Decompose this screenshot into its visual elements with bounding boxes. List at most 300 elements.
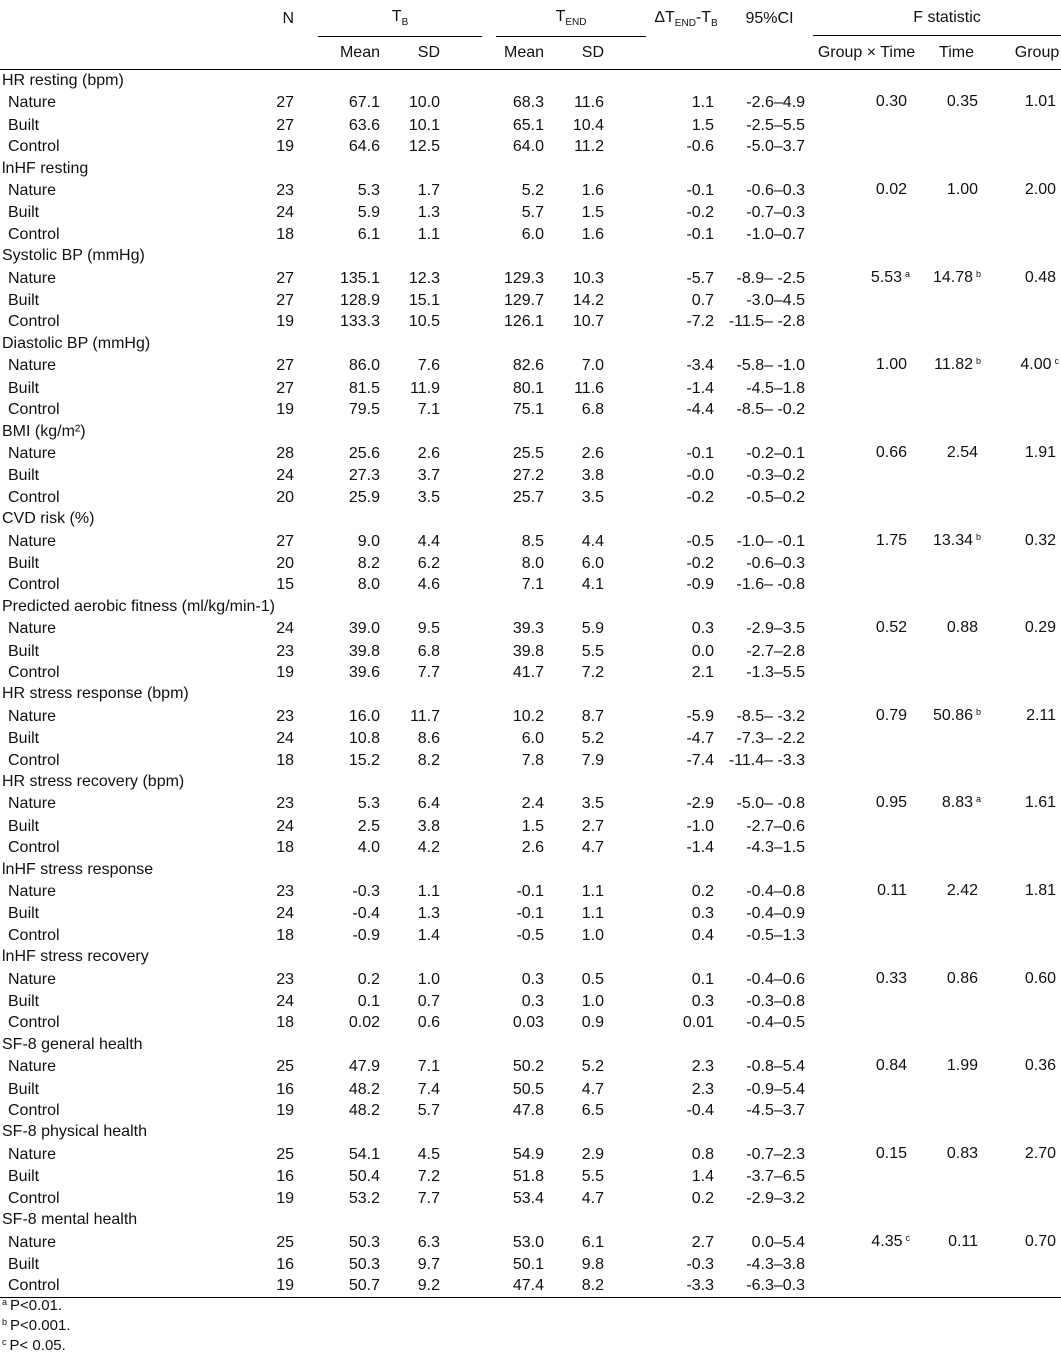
tb-mean: 50.7 xyxy=(318,1275,400,1297)
delta-value: 0.2 xyxy=(691,883,715,901)
tend-sd: 6.0 xyxy=(581,554,605,572)
tb-sd: 11.9 xyxy=(410,379,441,397)
ci-value: -1.0–0.7 xyxy=(746,225,806,243)
tb-sd: 2.6 xyxy=(417,444,441,462)
group-name: Built xyxy=(8,993,40,1011)
f-group: 0.32 xyxy=(1024,531,1057,549)
n-value: 20 xyxy=(276,488,294,506)
tb-mean: 135.1 xyxy=(339,269,380,287)
delta-value: -0.4 xyxy=(686,1102,715,1120)
tend-sd: 2.9 xyxy=(581,1145,605,1163)
group-name: Built xyxy=(8,1080,40,1098)
delta-value: 0.3 xyxy=(691,620,715,638)
delta-value: -0.3 xyxy=(686,1255,715,1273)
table-row xyxy=(0,1055,1061,1078)
f-group: 0.70 xyxy=(1024,1232,1057,1250)
tend-mean: 54.9 xyxy=(512,1145,545,1163)
tb-mean: 0.1 xyxy=(357,993,380,1011)
table-row xyxy=(0,728,1061,749)
delta-value: -5.9 xyxy=(686,707,715,725)
group-name: Nature xyxy=(8,795,57,813)
table-row xyxy=(0,179,1061,202)
table-row xyxy=(0,925,1061,946)
delta-value: -2.9 xyxy=(686,795,715,813)
group-name: Nature xyxy=(8,970,57,988)
tb-mean: -0.9 xyxy=(352,926,380,944)
table-row xyxy=(0,1100,1061,1121)
tend-mean: 47.4 xyxy=(482,1275,564,1297)
ci-value: -0.4–0.8 xyxy=(746,883,806,901)
tb-mean: 64.6 xyxy=(348,138,380,156)
tend-sd: 10.7 xyxy=(572,313,605,331)
tb-mean: 5.3 xyxy=(357,795,380,813)
tb-sd: 7.7 xyxy=(417,1189,441,1207)
tb-sd: 4.6 xyxy=(417,576,441,594)
ci-value: -3.7–6.5 xyxy=(746,1168,806,1186)
ci-value: -11.5– -2.8 xyxy=(728,313,806,331)
group-name: Control xyxy=(8,225,60,243)
group-name: Control xyxy=(8,401,60,419)
tb-sd: 6.4 xyxy=(417,795,441,813)
n-value: 16 xyxy=(276,1080,294,1098)
group-name: Nature xyxy=(8,1145,57,1163)
table-row xyxy=(0,1188,1061,1209)
ci-value: -5.0– -0.8 xyxy=(736,795,806,813)
ci-value: -4.3–3.8 xyxy=(746,1255,806,1273)
tend-sd: 1.0 xyxy=(581,993,605,1011)
f-time: 0.35 xyxy=(946,93,979,111)
tend-sd: 1.6 xyxy=(581,225,605,243)
tb-mean: 50.3 xyxy=(348,1255,380,1273)
f-group-time: 0.15 xyxy=(875,1144,908,1162)
group-name: Control xyxy=(8,138,60,156)
f-group-time: 1.00 xyxy=(875,356,908,374)
measure-heading-row xyxy=(0,859,1061,880)
table-body xyxy=(0,70,1061,1298)
delta-value: -0.1 xyxy=(686,182,715,200)
n-value: 27 xyxy=(276,292,294,310)
ci-value: -2.9–3.5 xyxy=(746,620,806,638)
group-name: Control xyxy=(8,1102,60,1120)
f-time: 1.99 xyxy=(946,1057,979,1075)
tend-mean: 6.0 xyxy=(521,225,545,243)
significance-mark: a xyxy=(976,794,982,805)
table-row xyxy=(0,1231,1061,1254)
tend-sd: 2.7 xyxy=(581,817,605,835)
header-tb-sd: SD xyxy=(400,37,482,70)
ci-value: -0.5–0.2 xyxy=(746,488,806,506)
ci-value: -8.5– -3.2 xyxy=(736,707,806,725)
group-name: Nature xyxy=(8,357,57,375)
tend-sd: 1.6 xyxy=(581,182,605,200)
table-row xyxy=(0,903,1061,924)
footnote: $^b$ P<0.001. xyxy=(2,1317,71,1334)
tend-sd: 5.2 xyxy=(581,1058,605,1076)
ci-value: -4.3–1.5 xyxy=(746,839,806,857)
measure-heading-row xyxy=(0,245,1061,266)
delta-value: -0.2 xyxy=(686,554,715,572)
tb-mean: 48.2 xyxy=(348,1102,380,1120)
tend-mean: 6.0 xyxy=(521,730,545,748)
header-time: Time xyxy=(920,37,993,70)
ci-value: -6.3–0.3 xyxy=(726,1275,813,1297)
tend-sd: 7.2 xyxy=(581,663,605,681)
measure-heading-row xyxy=(0,683,1061,704)
tb-sd: 10.1 xyxy=(408,116,441,134)
table-row xyxy=(0,136,1061,157)
delta-value: 1.1 xyxy=(691,94,715,112)
tend-sd: 3.5 xyxy=(581,488,605,506)
tb-mean: 50.4 xyxy=(348,1168,380,1186)
ci-value: -0.8–5.4 xyxy=(746,1058,806,1076)
tend-sd: 5.9 xyxy=(581,620,605,638)
tend-sd: 4.1 xyxy=(581,576,605,594)
delta-value: -7.2 xyxy=(686,313,715,331)
ci-value: -1.3–5.5 xyxy=(746,663,806,681)
group-name: Control xyxy=(8,313,60,331)
ci-value: -5.0–3.7 xyxy=(746,138,806,156)
tb-sd: 15.1 xyxy=(408,292,441,310)
tb-sd: 3.8 xyxy=(417,817,441,835)
delta-value: -0.0 xyxy=(686,467,715,485)
table-row xyxy=(0,837,1061,858)
tb-sd: 7.4 xyxy=(417,1080,441,1098)
measure-heading-row xyxy=(0,946,1061,967)
group-name: Built xyxy=(8,817,40,835)
tend-mean: 5.7 xyxy=(521,204,545,222)
n-value: 27 xyxy=(276,116,294,134)
tend-mean: 39.3 xyxy=(512,620,545,638)
ci-value: -1.0– -0.1 xyxy=(736,532,806,550)
measure-label: BMI (kg/m²) xyxy=(2,422,86,440)
f-group: 2.00 xyxy=(1024,181,1057,199)
measure-label: Diastolic BP (mmHg) xyxy=(2,334,151,352)
group-name: Built xyxy=(8,116,40,134)
n-value: 27 xyxy=(276,357,294,375)
n-value: 18 xyxy=(276,839,294,857)
tend-mean: 25.7 xyxy=(512,488,545,506)
f-group: 2.70 xyxy=(1024,1144,1057,1162)
ci-value: -0.6–0.3 xyxy=(746,554,806,572)
tb-sd: 7.1 xyxy=(417,401,441,419)
measure-label: HR stress response (bpm) xyxy=(2,685,189,703)
table-row xyxy=(0,1012,1061,1033)
f-group-time: 5.53 $^a$ xyxy=(870,268,911,286)
significance-mark: b xyxy=(976,531,982,542)
group-name: Nature xyxy=(8,94,57,112)
tend-sd: 4.7 xyxy=(581,1080,605,1098)
f-time: 0.88 xyxy=(946,619,979,637)
tend-sd: 1.0 xyxy=(581,926,605,944)
f-group-time: 0.79 xyxy=(875,706,908,724)
tend-sd: 1.5 xyxy=(581,204,605,222)
tend-mean: 47.8 xyxy=(512,1102,545,1120)
tend-mean: 64.0 xyxy=(512,138,545,156)
tend-mean: 82.6 xyxy=(512,357,545,375)
tb-sd: 1.1 xyxy=(417,225,441,243)
tb-mean: 63.6 xyxy=(348,116,380,134)
tb-mean: 16.0 xyxy=(348,707,380,725)
delta-value: 0.0 xyxy=(691,642,715,660)
tend-sd: 5.5 xyxy=(581,1168,605,1186)
f-group: 1.81 xyxy=(1024,882,1057,900)
tb-sd: 7.1 xyxy=(417,1058,441,1076)
group-name: Built xyxy=(8,1168,40,1186)
n-value: 24 xyxy=(276,730,294,748)
tb-mean: 0.2 xyxy=(357,970,380,988)
delta-value: 0.1 xyxy=(691,970,715,988)
n-value: 27 xyxy=(276,532,294,550)
tb-sd: 4.5 xyxy=(417,1145,441,1163)
group-name: Built xyxy=(8,467,40,485)
header-fstat: F statistic xyxy=(813,0,1061,37)
group-name: Nature xyxy=(8,269,57,287)
tend-sd: 3.5 xyxy=(581,795,605,813)
delta-value: -0.2 xyxy=(686,488,715,506)
n-value: 25 xyxy=(276,1058,294,1076)
table-row xyxy=(0,792,1061,815)
tend-mean: 10.2 xyxy=(512,707,545,725)
table-row xyxy=(0,1143,1061,1166)
f-group: 1.91 xyxy=(1024,443,1057,461)
measure-label: HR stress recovery (bpm) xyxy=(2,772,185,790)
f-time: 2.54 xyxy=(946,443,979,461)
tb-mean: 2.5 xyxy=(357,817,380,835)
tb-sd: 10.0 xyxy=(408,94,441,112)
table-row xyxy=(0,617,1061,640)
ci-value: -0.7–2.3 xyxy=(746,1145,806,1163)
ci-value: -7.3– -2.2 xyxy=(736,730,806,748)
delta-value: -4.4 xyxy=(686,401,715,419)
tb-mean: 86.0 xyxy=(348,357,380,375)
tb-mean: 8.2 xyxy=(357,554,380,572)
ci-value: -0.4–0.9 xyxy=(746,905,806,923)
table-row xyxy=(0,968,1061,991)
tend-mean: 0.3 xyxy=(521,993,545,1011)
measure-heading-row xyxy=(0,508,1061,529)
group-name: Control xyxy=(8,488,60,506)
delta-value: -0.1 xyxy=(686,444,715,462)
tb-sd: 3.7 xyxy=(417,467,441,485)
measure-label: CVD risk (%) xyxy=(2,510,95,528)
tb-mean: 48.2 xyxy=(348,1080,380,1098)
n-value: 18 xyxy=(276,225,294,243)
header-delta: $\Delta T_{END}-T_B$ xyxy=(654,8,718,29)
tb-mean: 47.9 xyxy=(348,1058,380,1076)
delta-value: -0.6 xyxy=(686,138,715,156)
group-name: Built xyxy=(8,204,40,222)
tend-mean: 27.2 xyxy=(512,467,545,485)
group-name: Nature xyxy=(8,444,57,462)
f-time: 2.42 xyxy=(946,882,979,900)
tend-sd: 10.3 xyxy=(572,269,605,287)
f-time: 0.86 xyxy=(946,969,979,987)
tend-sd: 11.2 xyxy=(574,138,605,156)
ci-value: -0.6–0.3 xyxy=(746,182,806,200)
n-value: 27 xyxy=(276,94,294,112)
tb-sd: 7.7 xyxy=(417,663,441,681)
f-time: 8.83 $^a$ xyxy=(941,794,982,812)
tb-sd: 1.3 xyxy=(417,204,441,222)
group-name: Nature xyxy=(8,620,57,638)
tb-mean: 39.0 xyxy=(348,620,380,638)
n-value: 20 xyxy=(276,554,294,572)
measure-label: lnHF resting xyxy=(2,159,89,177)
n-value: 19 xyxy=(236,1275,318,1297)
tend-mean: 75.1 xyxy=(512,401,545,419)
significance-mark: b xyxy=(976,356,982,367)
n-value: 19 xyxy=(276,138,294,156)
table-header xyxy=(0,0,1061,70)
ci-value: -2.7–0.6 xyxy=(746,817,806,835)
group-name: Built xyxy=(8,905,40,923)
f-group-time: 0.66 xyxy=(875,443,908,461)
tend-mean: 0.3 xyxy=(521,970,545,988)
header-n: N xyxy=(282,9,294,27)
n-value: 24 xyxy=(276,817,294,835)
n-value: 28 xyxy=(276,444,294,462)
tb-sd: 1.7 xyxy=(417,182,441,200)
n-value: 23 xyxy=(276,970,294,988)
tend-sd: 11.6 xyxy=(574,379,605,397)
delta-value: 1.5 xyxy=(691,116,715,134)
tend-sd: 3.8 xyxy=(581,467,605,485)
tb-mean: 5.9 xyxy=(357,204,380,222)
table-row xyxy=(0,399,1061,420)
f-group: 1.61 xyxy=(1024,794,1057,812)
delta-value: -1.4 xyxy=(686,379,715,397)
table-row xyxy=(0,267,1061,290)
measure-heading-row xyxy=(0,70,1061,92)
delta-value: -0.2 xyxy=(686,204,715,222)
group-name: Nature xyxy=(8,182,57,200)
tend-mean: 50.5 xyxy=(512,1080,545,1098)
delta-value: 2.3 xyxy=(691,1080,715,1098)
ci-value: -0.5–1.3 xyxy=(746,926,806,944)
tend-sd: 0.9 xyxy=(581,1014,605,1032)
delta-value: 0.4 xyxy=(691,926,715,944)
n-value: 24 xyxy=(276,905,294,923)
measure-label: SF-8 physical health xyxy=(2,1123,147,1141)
f-group-time: 0.84 xyxy=(875,1057,908,1075)
measure-heading-row xyxy=(0,158,1061,179)
group-name: Control xyxy=(8,663,60,681)
n-value: 19 xyxy=(276,401,294,419)
ci-value: -4.5–3.7 xyxy=(746,1102,806,1120)
tend-mean: 51.8 xyxy=(512,1168,545,1186)
tend-mean: 126.1 xyxy=(503,313,545,331)
table-row xyxy=(0,311,1061,332)
tend-mean: 1.5 xyxy=(521,817,545,835)
measure-label: SF-8 mental health xyxy=(2,1211,138,1229)
f-group-time: 1.75 xyxy=(875,531,908,549)
delta-value: 2.3 xyxy=(691,1058,715,1076)
group-name: Built xyxy=(8,1255,40,1273)
tend-sd: 4.7 xyxy=(581,1189,605,1207)
f-time: 0.11 xyxy=(948,1232,979,1250)
tb-sd: 10.5 xyxy=(408,313,441,331)
f-group: 0.60 xyxy=(1024,969,1057,987)
footnote: $^a$ P<0.01. xyxy=(2,1297,63,1314)
delta-value: -3.4 xyxy=(686,357,715,375)
tend-mean: 68.3 xyxy=(512,94,545,112)
tb-mean: 0.02 xyxy=(348,1014,380,1032)
tb-mean: 25.9 xyxy=(348,488,380,506)
tend-sd: 7.9 xyxy=(581,751,605,769)
n-value: 19 xyxy=(276,1189,294,1207)
delta-value: -0.5 xyxy=(686,532,715,550)
measure-label: lnHF stress recovery xyxy=(2,948,149,966)
group-name: Control xyxy=(0,1275,236,1297)
tend-mean: 50.2 xyxy=(512,1058,545,1076)
group-name: Control xyxy=(8,576,60,594)
ci-value: -8.9– -2.5 xyxy=(736,269,806,287)
measure-heading-row xyxy=(0,596,1061,617)
tb-sd: 4.4 xyxy=(417,532,441,550)
f-group-time: 0.02 xyxy=(875,181,908,199)
tb-mean: 39.6 xyxy=(348,663,380,681)
tend-mean: 7.8 xyxy=(521,751,545,769)
n-value: 27 xyxy=(276,269,294,287)
delta-value: 2.7 xyxy=(691,1233,715,1251)
table-row xyxy=(0,816,1061,837)
ci-value: -0.3–0.2 xyxy=(746,467,806,485)
n-value: 23 xyxy=(276,707,294,725)
delta-value: 0.3 xyxy=(691,993,715,1011)
table-row xyxy=(0,662,1061,683)
delta-value: 0.7 xyxy=(691,292,715,310)
tb-sd: 9.5 xyxy=(417,620,441,638)
table-row xyxy=(0,224,1061,245)
tb-mean: 53.2 xyxy=(348,1189,380,1207)
tb-sd: 1.0 xyxy=(417,970,441,988)
group-name: Built xyxy=(8,292,40,310)
tend-sd: 2.6 xyxy=(581,444,605,462)
tend-mean: 80.1 xyxy=(512,379,545,397)
group-name: Nature xyxy=(8,1233,57,1251)
table-row xyxy=(0,465,1061,486)
tb-sd: 7.2 xyxy=(417,1168,441,1186)
significance-mark: b xyxy=(976,268,982,279)
n-value: 23 xyxy=(276,182,294,200)
n-value: 24 xyxy=(276,467,294,485)
n-value: 18 xyxy=(276,926,294,944)
f-group: 0.29 xyxy=(1024,619,1057,637)
delta-value: -5.7 xyxy=(686,269,715,287)
tb-sd: 1.3 xyxy=(417,905,441,923)
tb-mean: 10.8 xyxy=(348,730,380,748)
group-name: Built xyxy=(8,379,40,397)
tb-sd: 9.2 xyxy=(400,1275,482,1297)
tend-sd: 8.7 xyxy=(581,707,605,725)
measure-label: Predicted aerobic fitness (ml/kg/min-1) xyxy=(2,597,275,615)
tend-mean: 2.4 xyxy=(521,795,545,813)
ci-value: -5.8– -1.0 xyxy=(736,357,806,375)
tb-sd: 6.3 xyxy=(417,1233,441,1251)
f-time: 0.83 xyxy=(946,1144,979,1162)
delta-value: -7.4 xyxy=(686,751,715,769)
header-group-time: Group × Time xyxy=(813,37,920,70)
tend-sd: 9.8 xyxy=(581,1255,605,1273)
ci-value: -1.6– -0.8 xyxy=(736,576,806,594)
significance-mark: b xyxy=(976,706,982,717)
tb-mean: 15.2 xyxy=(348,751,380,769)
tb-mean: 5.3 xyxy=(357,182,380,200)
group-name: Nature xyxy=(8,532,57,550)
n-value: 19 xyxy=(276,313,294,331)
ci-value: -0.9–5.4 xyxy=(746,1080,806,1098)
header-tend: $T_{END}$ xyxy=(482,0,646,37)
